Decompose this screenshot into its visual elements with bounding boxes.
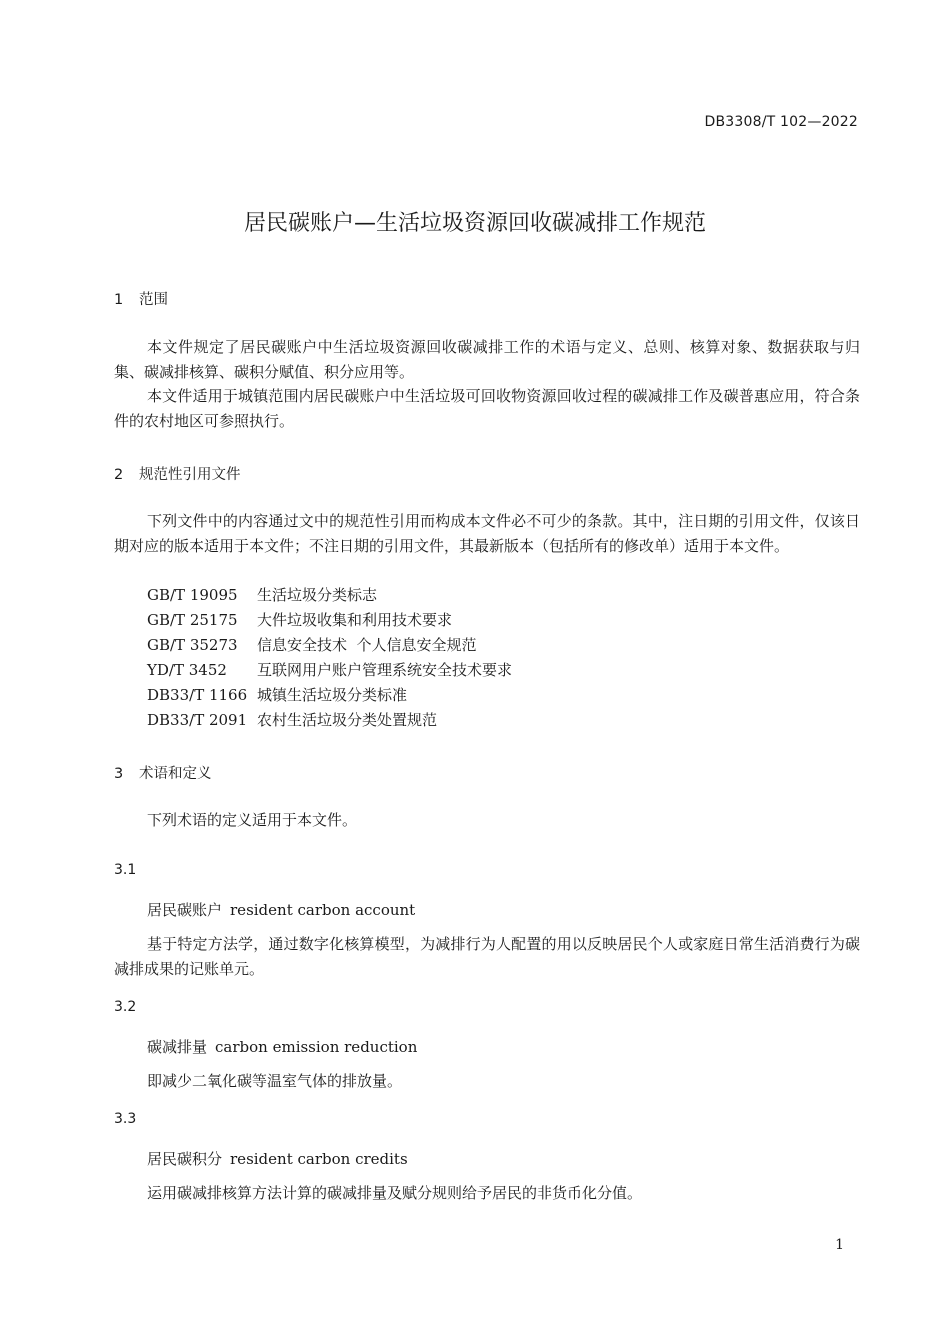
- document-title: 居民碳账户—生活垃圾资源回收碳减排工作规范: [243, 211, 706, 236]
- section-title: 术语和定义: [139, 766, 212, 782]
- reference-row: [147, 658, 512, 683]
- reference-code: DB33/T 2091: [147, 711, 248, 729]
- reference-code: DB33/T 1166: [147, 686, 248, 704]
- term-entry: [147, 899, 415, 920]
- section-heading-terms-definitions: [114, 762, 212, 783]
- term-definition: 基于特定方法学，通过数字化核算模型，为减排行为人配置的用以反映居民个人或家庭日常生活消费行为碳减排成果的记账单元。: [114, 935, 860, 978]
- section-number: 2: [114, 467, 124, 483]
- reference-title: 互联网用户账户管理系统安全技术要求: [257, 661, 513, 679]
- section-number: 3: [114, 766, 124, 782]
- reference-title: 生活垃圾分类标志: [257, 586, 378, 604]
- term-zh: 居民碳账户: [147, 901, 223, 919]
- paragraph: 本文件适用于城镇范围内居民碳账户中生活垃圾可回收物资源回收过程的碳减排工作及碳普惠应用，符合条件的农村地区可参照执行。: [114, 387, 860, 430]
- reference-row: [147, 708, 437, 733]
- reference-title: 信息安全技术 个人信息安全规范: [257, 636, 477, 654]
- term-number: 3.1: [114, 862, 137, 878]
- reference-row: [147, 583, 377, 608]
- reference-code: GB/T 35273: [147, 636, 238, 654]
- reference-code: YD/T 3452: [147, 661, 227, 679]
- term-number: 3.3: [114, 1111, 137, 1127]
- term-zh: 居民碳积分: [147, 1150, 223, 1168]
- term-en: carbon emission reduction: [215, 1038, 418, 1056]
- standard-code: DB3308/T 102—2022: [704, 114, 858, 130]
- reference-row: [147, 683, 407, 708]
- term-zh: 碳减排量: [147, 1038, 208, 1056]
- section-heading-scope: [114, 288, 168, 309]
- paragraph: 下列文件中的内容通过文中的规范性引用而构成本文件必不可少的条款。其中，注日期的引用文件，仅该日期对应的版本适用于本文件；不注日期的引用文件，其最新版本（包括所有的修改单）适用于本文件。: [114, 512, 860, 555]
- term-entry: [147, 1036, 417, 1057]
- reference-code: GB/T 19095: [147, 586, 238, 604]
- section-title: 规范性引用文件: [139, 467, 241, 483]
- reference-row: [147, 608, 452, 633]
- term-entry: [147, 1148, 408, 1169]
- term-definition: 即减少二氧化碳等温室气体的排放量。: [147, 1072, 403, 1090]
- term-en: resident carbon account: [230, 901, 416, 919]
- paragraph: 本文件规定了居民碳账户中生活垃圾资源回收碳减排工作的术语与定义、总则、核算对象、数据获取与归集、碳减排核算、碳积分赋值、积分应用等。: [114, 338, 860, 381]
- reference-title: 大件垃圾收集和利用技术要求: [257, 611, 453, 629]
- reference-title: 城镇生活垃圾分类标准: [257, 686, 408, 704]
- page-number: 1: [835, 1237, 844, 1253]
- reference-title: 农村生活垃圾分类处置规范: [257, 711, 438, 729]
- section-number: 1: [114, 292, 124, 308]
- reference-row: [147, 633, 477, 658]
- section-title: 范围: [139, 292, 168, 308]
- paragraph: 下列术语的定义适用于本文件。: [147, 811, 358, 829]
- term-number: 3.2: [114, 999, 137, 1015]
- term-en: resident carbon credits: [230, 1150, 408, 1168]
- term-definition: 运用碳减排核算方法计算的碳减排量及赋分规则给予居民的非货币化分值。: [147, 1184, 643, 1202]
- reference-code: GB/T 25175: [147, 611, 238, 629]
- section-heading-normative-references: [114, 463, 241, 484]
